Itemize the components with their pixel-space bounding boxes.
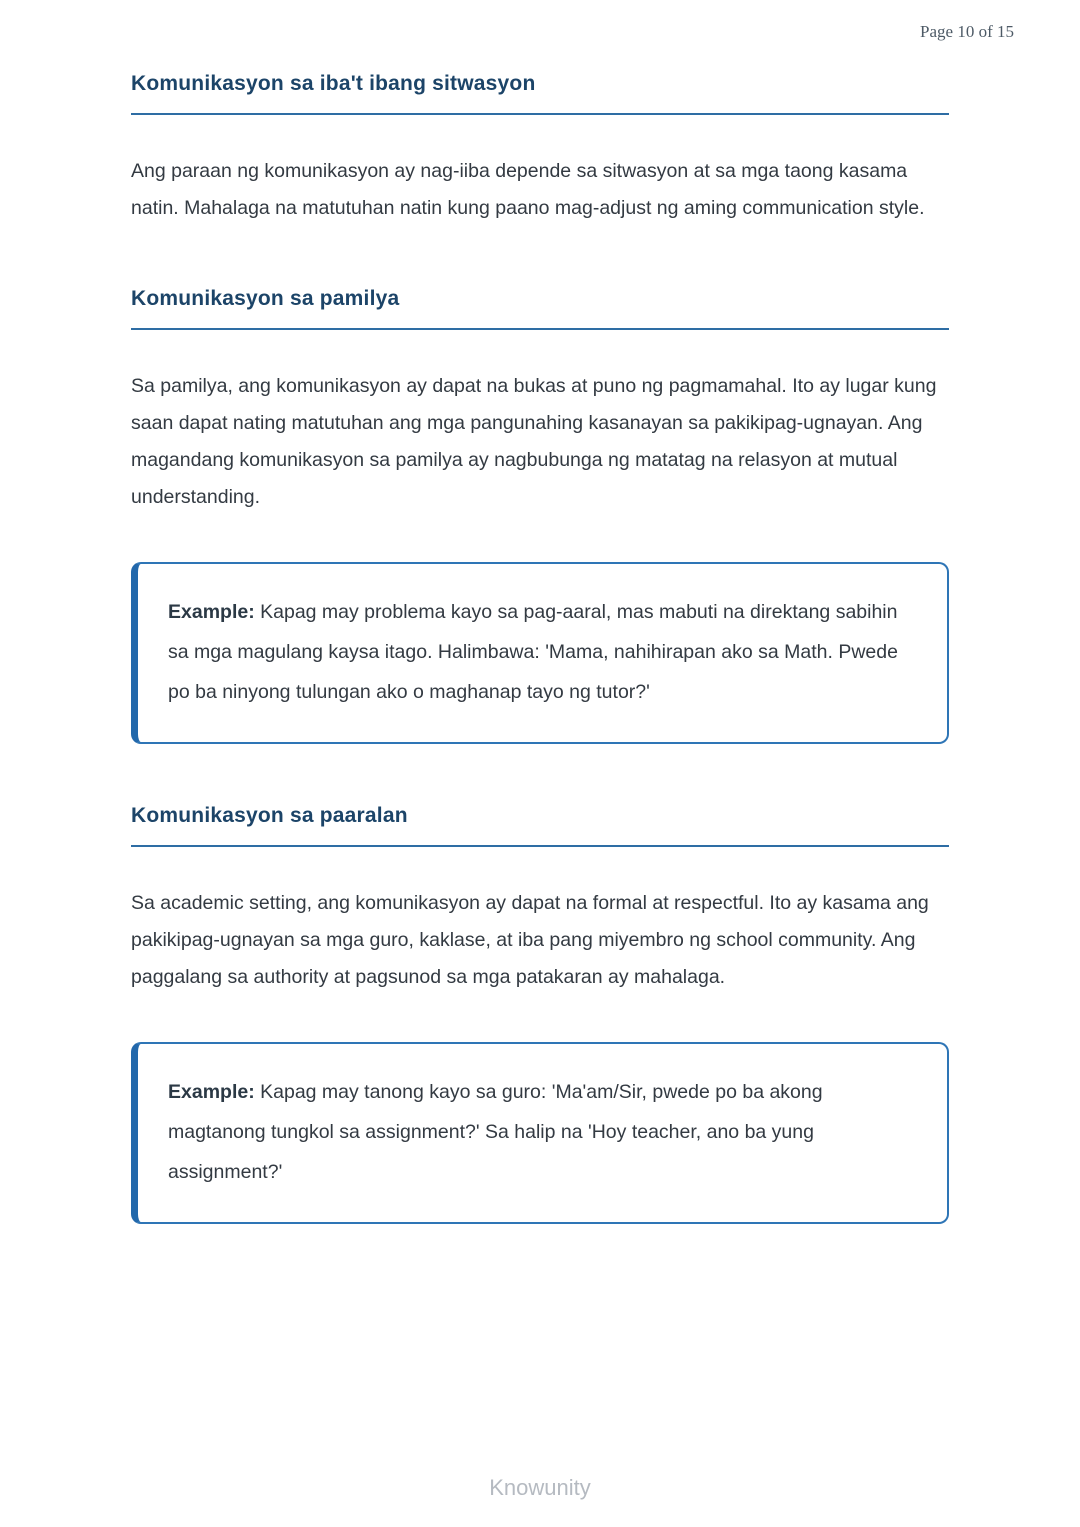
example-box-paaralan <box>131 1042 949 1224</box>
page-title: Komunikasyon sa iba't ibang sitwasyon <box>131 72 949 115</box>
section-heading-pamilya: Komunikasyon sa pamilya <box>131 287 949 330</box>
intro-paragraph: Ang paraan ng komunikasyon ay nag-iiba depende sa sitwasyon at sa mga taong kasama natin. Mahalaga na matutuhan natin kung paano mag-adjust ng aming communication style. <box>131 160 925 219</box>
example-text: Kapag may tanong kayo sa guro: 'Ma'am/Sir, pwede po ba akong magtanong tungkol sa assignment?' Sa halip na 'Hoy teacher, ano ba yung assignment?' <box>168 1081 823 1183</box>
footer-brand-text: Knowunity <box>489 1475 591 1500</box>
example-content <box>168 1072 913 1192</box>
section-paragraph-pamilya: Sa pamilya, ang komunikasyon ay dapat na bukas at puno ng pagmamahal. Ito ay lugar kung saan dapat nating matutuhan ang mga pangunahing kasanayan sa pakikipag-ugnayan. Ang magandang komunikasyon sa pamilya ay nagbubunga ng matatag na relasyon at mutual understanding. <box>131 375 937 508</box>
example-content <box>168 592 913 712</box>
example-label: Example: <box>168 601 255 623</box>
section-heading-paaralan: Komunikasyon sa paaralan <box>131 804 949 847</box>
section-paragraph-paaralan: Sa academic setting, ang komunikasyon ay dapat na formal at respectful. Ito ay kasama ang pakikipag-ugnayan sa mga guro, kaklase, at iba pang miyembro ng school community. Ang paggalang sa authority at pagsunod sa mga patakaran ay mahalaga. <box>131 892 929 988</box>
example-text: Kapag may problema kayo sa pag-aaral, mas mabuti na direktang sabihin sa mga magulang kaysa itago. Halimbawa: 'Mama, nahihirapan ako sa Math. Pwede po ba ninyong tulungan ako o maghanap tayo ng tutor?' <box>168 601 898 703</box>
example-box-pamilya <box>131 562 949 744</box>
example-label: Example: <box>168 1081 255 1103</box>
page-indicator: Page 10 of 15 <box>920 22 1014 41</box>
